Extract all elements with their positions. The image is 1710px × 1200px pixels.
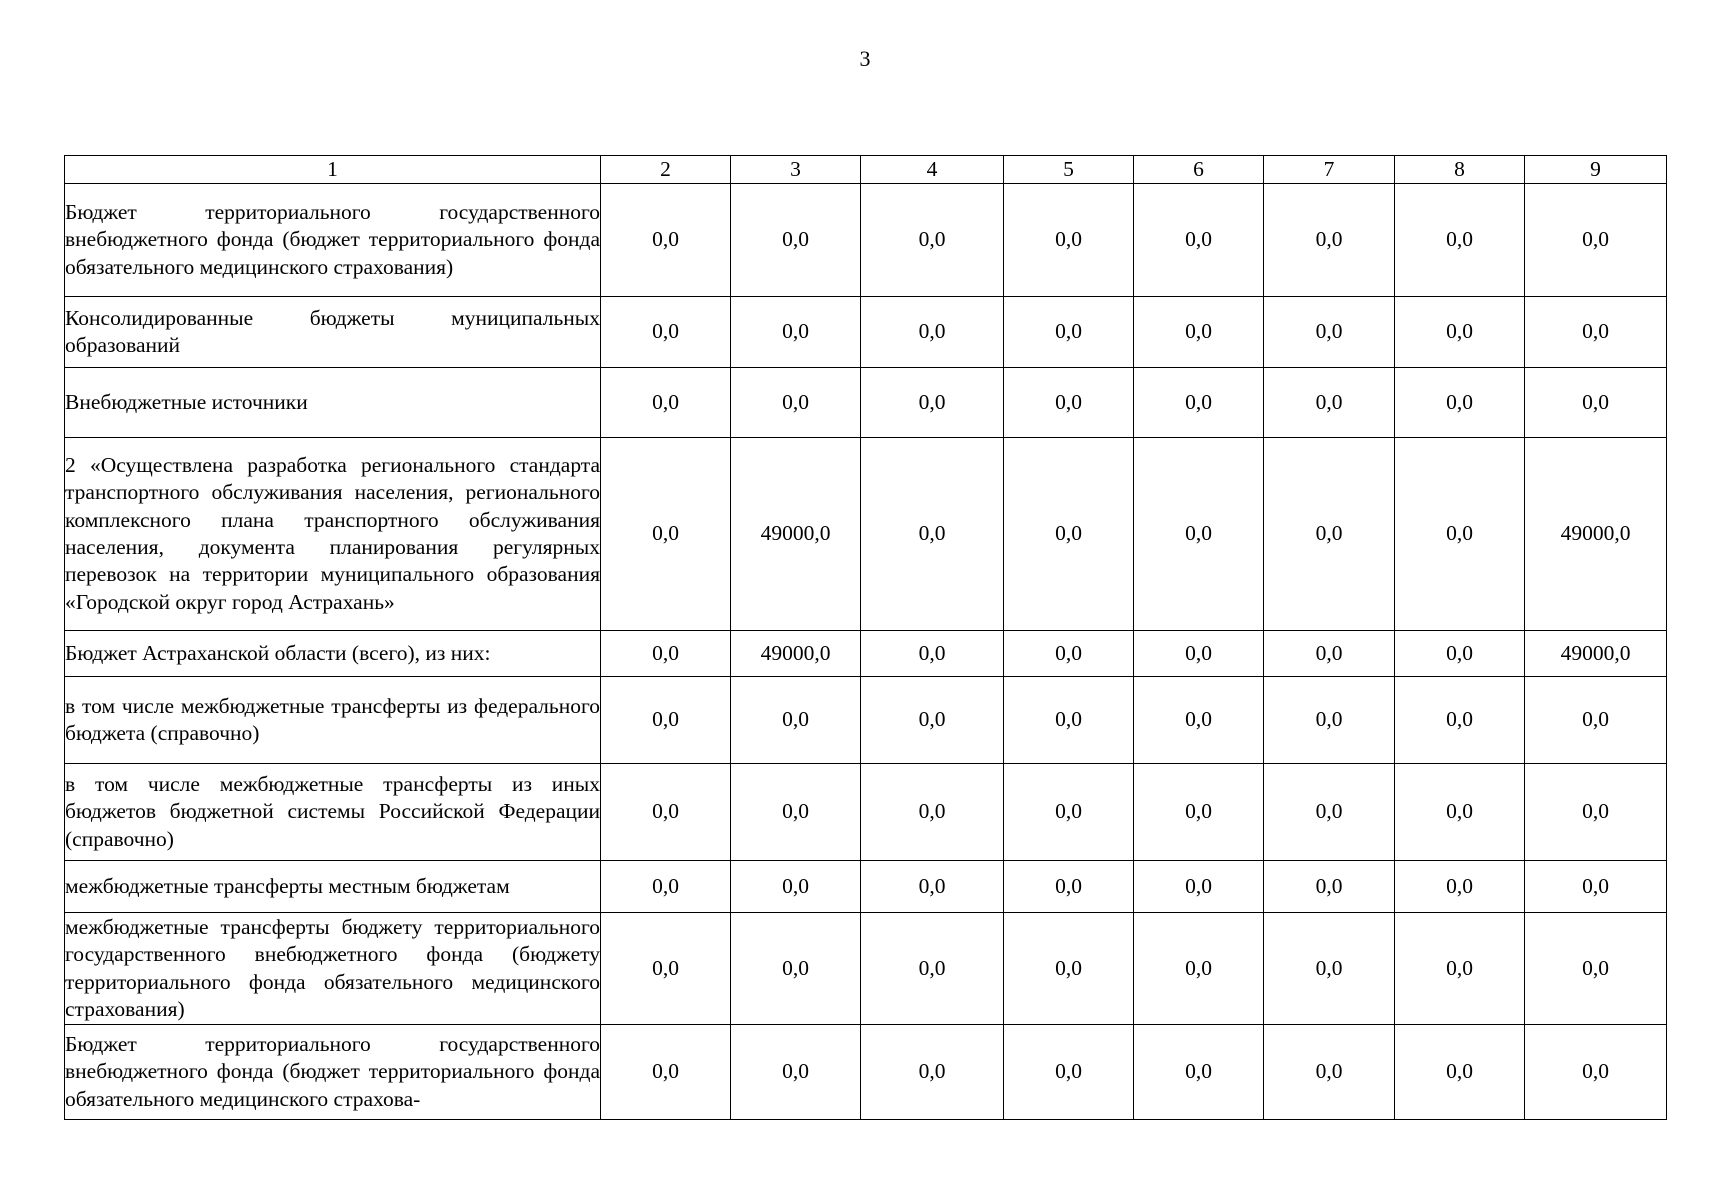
table-cell: 0,0 [861, 297, 1004, 368]
table-cell: 0,0 [1395, 631, 1525, 677]
table-cell: 0,0 [601, 438, 731, 631]
table-cell: 0,0 [1004, 1025, 1134, 1120]
table-cell: 0,0 [1004, 861, 1134, 913]
column-header: 2 [601, 156, 731, 184]
table-row [65, 368, 1667, 438]
table-cell: 0,0 [1004, 913, 1134, 1025]
table-cell: 0,0 [601, 1025, 731, 1120]
column-header: 4 [861, 156, 1004, 184]
table-cell: 0,0 [1395, 1025, 1525, 1120]
column-header: 3 [731, 156, 861, 184]
column-header: 5 [1004, 156, 1134, 184]
table-cell: 0,0 [731, 184, 861, 297]
table-cell: 0,0 [1395, 297, 1525, 368]
table-cell: 0,0 [601, 297, 731, 368]
table-cell: 0,0 [1395, 368, 1525, 438]
table-cell: 0,0 [1264, 184, 1395, 297]
table-cell: 0,0 [601, 631, 731, 677]
table-row [65, 677, 1667, 764]
table-cell: 0,0 [1134, 913, 1264, 1025]
table-cell: 0,0 [861, 631, 1004, 677]
table-cell: 0,0 [1395, 184, 1525, 297]
table-row [65, 184, 1667, 297]
table-cell: 0,0 [861, 677, 1004, 764]
table-cell: 0,0 [731, 764, 861, 861]
table-cell: 0,0 [1525, 861, 1667, 913]
table-cell: 0,0 [1004, 184, 1134, 297]
table-cell: 0,0 [1134, 368, 1264, 438]
table-cell: 49000,0 [1525, 631, 1667, 677]
table-cell: 0,0 [1264, 297, 1395, 368]
row-label: Бюджет территориального государственного внебюджетного фонда (бюджет территориального фонда обязательного медицинского страхования) [65, 184, 601, 297]
column-header: 8 [1395, 156, 1525, 184]
table-cell: 0,0 [1004, 764, 1134, 861]
row-label: в том числе межбюджетные трансферты из федерального бюджета (справочно) [65, 677, 601, 764]
table-cell: 0,0 [1395, 861, 1525, 913]
table-cell: 0,0 [1004, 438, 1134, 631]
column-header: 1 [65, 156, 601, 184]
table-cell: 0,0 [861, 764, 1004, 861]
row-label: Внебюджетные источники [65, 368, 601, 438]
table-cell: 0,0 [731, 861, 861, 913]
table-cell: 0,0 [731, 1025, 861, 1120]
table-cell: 49000,0 [731, 631, 861, 677]
table-cell: 0,0 [1264, 438, 1395, 631]
table-cell: 0,0 [1264, 861, 1395, 913]
table-cell: 0,0 [861, 438, 1004, 631]
table-row [65, 861, 1667, 913]
table-cell: 0,0 [1134, 438, 1264, 631]
table-cell: 0,0 [1525, 677, 1667, 764]
table-cell: 0,0 [1134, 184, 1264, 297]
row-label: межбюджетные трансферты бюджету территориального государственного внебюджетного фонда (бюджету территориального фонда обязательного медицинского страхования) [65, 913, 601, 1025]
table-cell: 0,0 [1134, 631, 1264, 677]
table-cell: 0,0 [1134, 764, 1264, 861]
table-cell: 0,0 [601, 861, 731, 913]
row-label: 2 «Осуществлена разработка регионального стандарта транспортного обслуживания населения, регионального комплексного плана транспортного обслуживания населения, документа планирования регулярных перевозок на территории муниципального образования «Городской округ город Астрахань» [65, 438, 601, 631]
table-cell: 0,0 [601, 913, 731, 1025]
table-row [65, 438, 1667, 631]
table-cell: 0,0 [1525, 1025, 1667, 1120]
table-cell: 0,0 [1525, 184, 1667, 297]
table-cell: 0,0 [861, 184, 1004, 297]
table-cell: 0,0 [1134, 297, 1264, 368]
table-cell: 0,0 [1134, 677, 1264, 764]
row-label: межбюджетные трансферты местным бюджетам [65, 861, 601, 913]
table-cell: 0,0 [731, 677, 861, 764]
table-cell: 0,0 [1395, 764, 1525, 861]
table-cell: 49000,0 [731, 438, 861, 631]
table-cell: 0,0 [1264, 631, 1395, 677]
table-cell: 0,0 [861, 861, 1004, 913]
table-row [65, 297, 1667, 368]
table-cell: 0,0 [861, 913, 1004, 1025]
table-cell: 49000,0 [1525, 438, 1667, 631]
table-cell: 0,0 [1264, 368, 1395, 438]
row-label: Бюджет Астраханской области (всего), из них: [65, 631, 601, 677]
table-cell: 0,0 [861, 1025, 1004, 1120]
table-cell: 0,0 [601, 677, 731, 764]
table-cell: 0,0 [731, 913, 861, 1025]
table-cell: 0,0 [1395, 677, 1525, 764]
table-cell: 0,0 [1264, 677, 1395, 764]
table-cell: 0,0 [1134, 1025, 1264, 1120]
table-cell: 0,0 [1004, 677, 1134, 764]
table-cell: 0,0 [1525, 368, 1667, 438]
column-header: 6 [1134, 156, 1264, 184]
row-label: в том числе межбюджетные трансферты из иных бюджетов бюджетной системы Российской Федерации (справочно) [65, 764, 601, 861]
table-cell: 0,0 [731, 368, 861, 438]
table-cell: 0,0 [1525, 913, 1667, 1025]
table-cell: 0,0 [1264, 1025, 1395, 1120]
table-cell: 0,0 [1395, 913, 1525, 1025]
table-cell: 0,0 [1525, 764, 1667, 861]
header-row [65, 156, 1667, 184]
table-cell: 0,0 [1264, 913, 1395, 1025]
table-cell: 0,0 [731, 297, 861, 368]
table-cell: 0,0 [1004, 631, 1134, 677]
table-cell: 0,0 [601, 368, 731, 438]
row-label: Бюджет территориального государственного внебюджетного фонда (бюджет территориального фонда обязательного медицинского страхова- [65, 1025, 601, 1120]
column-header: 7 [1264, 156, 1395, 184]
table-cell: 0,0 [1395, 438, 1525, 631]
table-row [65, 1025, 1667, 1120]
table-row [65, 913, 1667, 1025]
table-cell: 0,0 [1525, 297, 1667, 368]
budget-table [64, 155, 1667, 1120]
table-cell: 0,0 [601, 184, 731, 297]
table-row [65, 631, 1667, 677]
column-header: 9 [1525, 156, 1667, 184]
table-cell: 0,0 [1004, 297, 1134, 368]
table-cell: 0,0 [601, 764, 731, 861]
table-cell: 0,0 [1134, 861, 1264, 913]
table-cell: 0,0 [861, 368, 1004, 438]
page-number: 3 [859, 46, 871, 71]
table-cell: 0,0 [1264, 764, 1395, 861]
row-label: Консолидированные бюджеты муниципальных образований [65, 297, 601, 368]
table-cell: 0,0 [1004, 368, 1134, 438]
table-row [65, 764, 1667, 861]
